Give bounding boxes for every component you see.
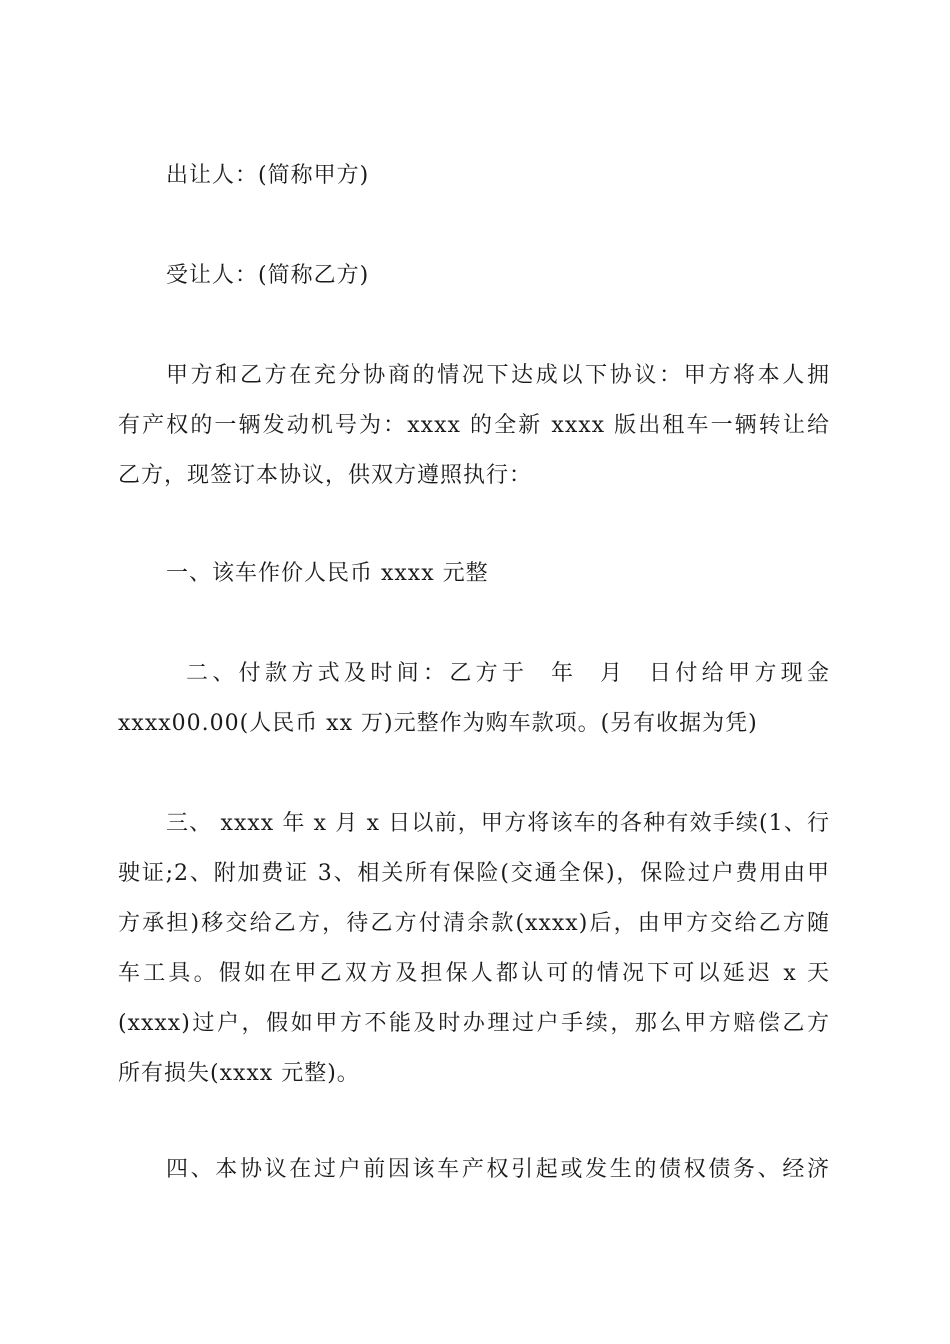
clause-3-line: 方承担)移交给乙方，待乙方付清余款(xxxx)后，由甲方交给乙方随 [118, 911, 830, 936]
clause-3-line: (xxxx)过户，假如甲方不能及时办理过户手续，那么甲方赔偿乙方 [118, 1011, 830, 1036]
clause-4-line: 四、本协议在过户前因该车产权引起或发生的债权债务、经济 [166, 1157, 830, 1182]
transferee-line: 受让人：(简称乙方) [166, 263, 370, 288]
transferor-line: 出让人：(简称甲方) [166, 163, 370, 188]
clause-2-line: xxxx00.00(人民币 xx 万)元整作为购车款项。(另有收据为凭) [118, 711, 758, 736]
intro-line: 乙方，现签订本协议，供双方遵照执行： [118, 463, 533, 488]
clause-2-line: 二、付款方式及时间：乙方于 年 月 日付给甲方现金 [186, 661, 830, 686]
clause-3-line: 三、 xxxx 年 x 月 x 日以前，甲方将该车的各种有效手续(1、行 [166, 811, 830, 836]
clause-1: 一、该车作价人民币 xxxx 元整 [166, 561, 489, 586]
intro-line: 甲方和乙方在充分协商的情况下达成以下协议：甲方将本人拥 [166, 363, 830, 388]
clause-3-line: 车工具。假如在甲乙双方及担保人都认可的情况下可以延迟 x 天 [118, 961, 830, 986]
clause-3-line: 驶证;2、附加费证 3、相关所有保险(交通全保)，保险过户费用由甲 [118, 861, 830, 886]
clause-3-line: 所有损失(xxxx 元整)。 [118, 1061, 360, 1086]
intro-line: 有产权的一辆发动机号为：xxxx 的全新 xxxx 版出租车一辆转让给 [118, 413, 830, 438]
